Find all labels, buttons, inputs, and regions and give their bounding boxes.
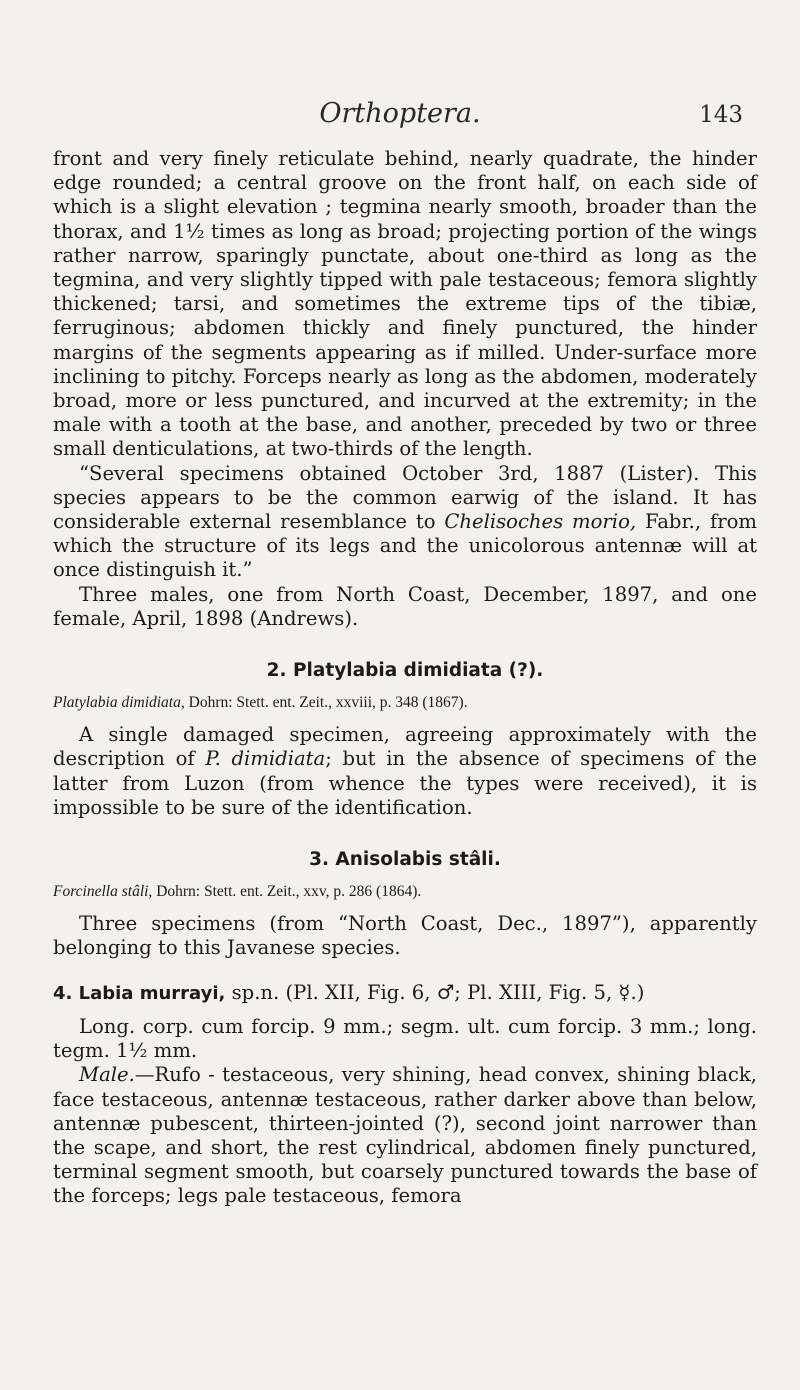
species-2-text-italic: P. dimidiata	[205, 747, 326, 771]
quote-italic-species: Chelisoches morio,	[444, 510, 637, 534]
species-2-citation	[53, 692, 757, 714]
quote-text-b: Fabr., from which the structure of its legs and the unicolorous antennæ will at once distinguish it.”	[53, 510, 757, 582]
paragraph-lister-quote	[53, 462, 757, 583]
species-4-heading-plates: sp.n. (Pl. XII, Fig. 6, ♂; Pl. XIII, Fig. 5, ☿.)	[225, 980, 645, 1004]
species-4-male-description	[53, 1063, 757, 1208]
running-title: Orthoptera.	[319, 98, 481, 129]
species-3-citation-name: Forcinella stâli,	[53, 883, 153, 901]
species-3-text: Three specimens (from “North Coast, Dec., 1897”), apparently belonging to this Javanese species.	[53, 912, 757, 960]
page-body	[53, 147, 757, 1209]
quote-text-a: “Several specimens obtained October 3rd, 1887 (Lister). This species appears to be the common earwig of the island. It has considerable external resemblance to	[53, 461, 757, 534]
species-3-citation-ref: Dohrn: Stett. ent. Zeit., xxv, p. 286 (1864).	[152, 883, 422, 901]
species-2-text-b: ; but in the absence of specimens of the latter from Luzon (from whence the types were received), it is impossible to be sure of the identification.	[53, 747, 757, 819]
species-4-heading-name: 4. Labia murrayi,	[53, 982, 226, 1004]
page-number: 143	[699, 102, 743, 128]
species-2-text-a: A single damaged specimen, agreeing approximately with the description of	[53, 723, 757, 771]
paragraph-specimens-andrews: Three males, one from North Coast, December, 1897, and one female, April, 1898 (Andrews).	[53, 582, 757, 630]
male-label: Male.	[79, 1063, 135, 1087]
species-2-citation-ref: Dohrn: Stett. ent. Zeit., xxviii, p. 348 (1867).	[184, 694, 468, 712]
species-4-heading	[53, 981, 757, 1006]
species-4-measurements: Long. corp. cum forcip. 9 mm.; segm. ult. cum forcip. 3 mm.; long. tegm. 1½ mm.	[53, 1014, 757, 1063]
species-3-citation	[53, 881, 757, 903]
species-3-heading: 3. Anisolabis stâli.	[309, 849, 501, 871]
species-2-heading: 2. Platylabia dimidiata (?).	[266, 660, 544, 682]
species-2-citation-name: Platylabia dimidiata,	[53, 694, 185, 712]
page-header	[0, 98, 800, 138]
paragraph-description-continued: front and very finely reticulate behind, nearly quadrate, the hinder edge rounded; a central groove on the front half, on each side of which is a slight elevation ; tegmina nearly smooth, broader than the thorax, and 1½ times as long as broad; projecting portion of the wings rather narrow, sparingly punctate, about one-third as long as the tegmina, and very slightly tipped with pale testaceous; femora slightly thickened; tarsi, and sometimes the extreme tips of the tibiæ, ferruginous; abdomen thickly and finely punctured, the hinder margins of the segments appearing as if milled. Under-surface more inclining to pitchy. Forceps nearly as long as the abdomen, moderately broad, more or less punctured, and incurved at the extremity; in the male with a tooth at the base, and another, preceded by two or three small denticulations, at two-thirds of the length.	[53, 147, 757, 461]
species-2-text	[53, 723, 757, 820]
male-text: —Rufo - testaceous, very shining, head convex, shining black, face testaceous, antennæ testaceous, rather darker above than below, antennæ pubescent, thirteen-jointed (?), second joint narrower than the scape, and short, the rest cylindrical, abdomen finely punctured, terminal segment smooth, but coarsely punctured towards the base of the forceps; legs pale testaceous, femora	[53, 1063, 757, 1208]
